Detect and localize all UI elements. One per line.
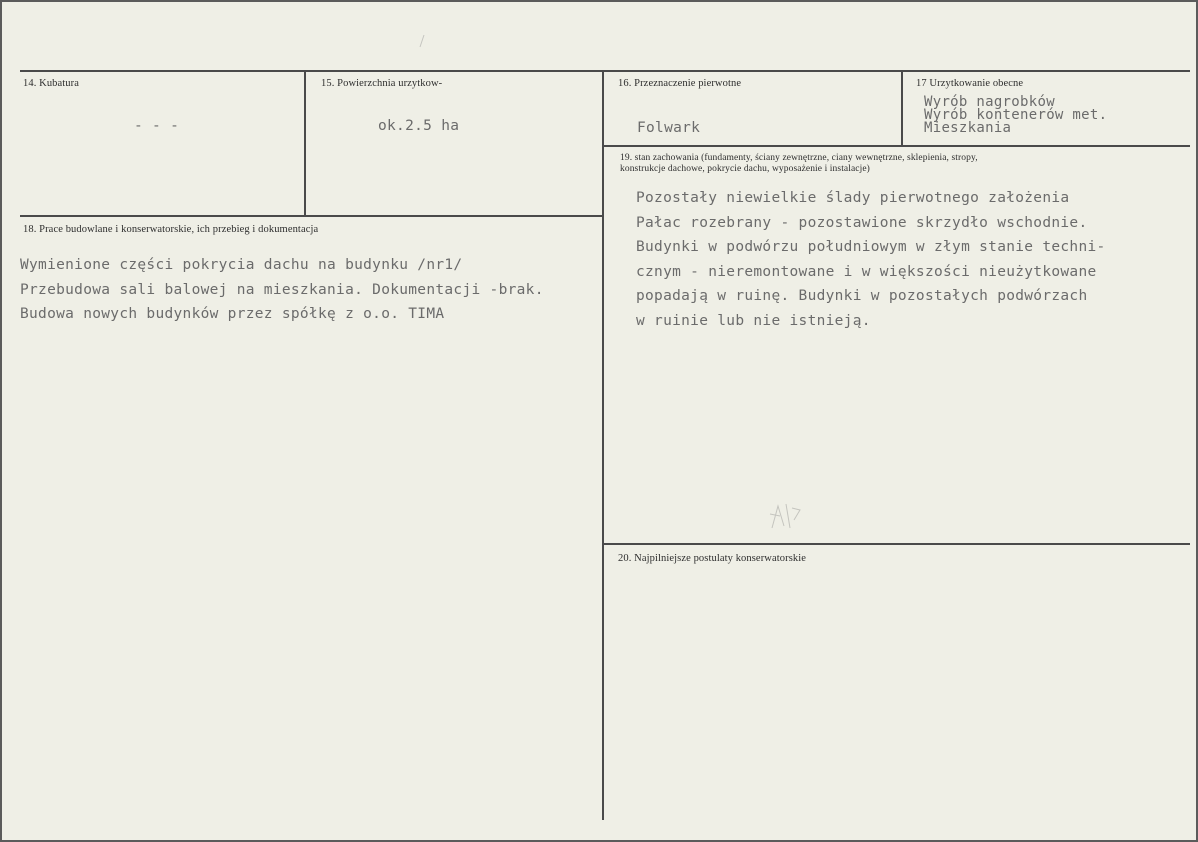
field-15-value: ok.2.5 ha bbox=[378, 118, 460, 134]
field-19-value bbox=[636, 186, 1106, 333]
field-14-label: 14. Kubatura bbox=[23, 78, 80, 89]
field-16-label: 16. Przeznaczenie pierwotne bbox=[618, 78, 742, 89]
field-14-value: - - - bbox=[134, 118, 180, 134]
field-18-line: Budowa nowych budynków przez spółkę z o.o. TIMA bbox=[20, 306, 445, 322]
field-19-line: popadają w ruinę. Budynki w pozostałych podwórzach bbox=[636, 288, 1088, 304]
divider-14-15 bbox=[304, 70, 306, 216]
field-18-value bbox=[20, 253, 544, 327]
field-17-value bbox=[924, 96, 1107, 135]
rule-under-14-15 bbox=[20, 215, 603, 217]
field-19-line: Budynki w podwórzu południowym w złym stanie techni- bbox=[636, 239, 1106, 255]
rule-under-16-17 bbox=[604, 145, 1190, 147]
field-18-line: Wymienione części pokrycia dachu na budynku /nr1/ bbox=[20, 257, 463, 273]
top-rule bbox=[20, 70, 1190, 72]
divider-16-17 bbox=[901, 70, 903, 146]
main-divider bbox=[602, 70, 604, 820]
field-17-line: Wyrób nagrobków bbox=[924, 94, 1055, 110]
field-19-line: Pozostały niewielkie ślady pierwotnego założenia bbox=[636, 190, 1070, 206]
field-19-line: w ruinie lub nie istnieją. bbox=[636, 312, 871, 329]
field-16-value: Folwark bbox=[637, 120, 701, 136]
rule-under-19 bbox=[604, 543, 1190, 545]
field-18-line: Przebudowa sali balowej na mieszkania. Dokumentacji -brak. bbox=[20, 281, 544, 298]
field-19-line: cznym - nieremontowane i w większości nieużytkowane bbox=[636, 263, 1097, 280]
field-19-label-line: konstrukcje dachowe, pokrycie dachu, wyposażenie i instalacje) bbox=[620, 164, 870, 174]
field-17-line: Wyrób kontenerów met. bbox=[924, 107, 1108, 123]
field-17-label: 17 Urzytkowanie obecne bbox=[916, 78, 1024, 89]
pencil-mark bbox=[418, 34, 426, 48]
field-20-label: 20. Najpilniejsze postulaty konserwatorskie bbox=[618, 553, 807, 564]
field-15-label: 15. Powierzchnia urzytkow- bbox=[321, 78, 443, 89]
field-19-label-line: 19. stan zachowania (fundamenty, ściany zewnętrzne, ciany wewnętrzne, sklepienia, stropy, bbox=[620, 153, 978, 163]
field-17-line: Mieszkania bbox=[924, 120, 1012, 136]
field-18-label: 18. Prace budowlane i konserwatorskie, ich przebieg i dokumentacja bbox=[23, 224, 319, 235]
faint-stamp-mark bbox=[764, 498, 806, 534]
field-19-line: Pałac rozebrany - pozostawione skrzydło wschodnie. bbox=[636, 214, 1088, 231]
field-19-label bbox=[620, 153, 1180, 175]
